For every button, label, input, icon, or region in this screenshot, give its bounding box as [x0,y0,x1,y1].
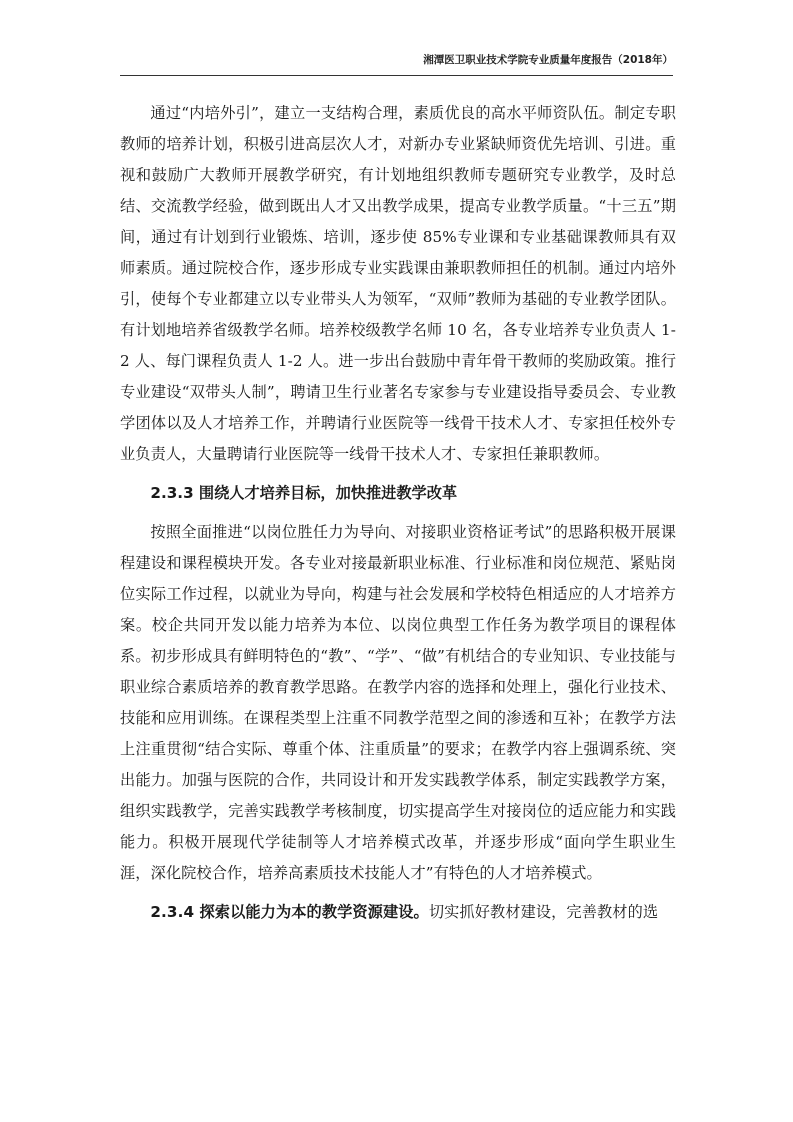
section-lead-2-3-4: 2.3.4 探索以能力为本的教学资源建设。 [150,903,429,921]
paragraph-teaching-reform: 按照全面推进“以岗位胜任力为导向、对接职业资格证考试”的思路积极开展课程建设和课程模块开发。各专业对接最新职业标准、行业标准和岗位规范、紧贴岗位实际工作过程，以就业为导向，构建与社会发展和学校特色相适应的人才培养方案。校企共同开发以能力培养为本位、以岗位典型工作任务为教学项目的课程体系。初步形成具有鲜明特色的“教”、“学”、“做”有机结合的专业知识、专业技能与职业综合素质培养的教育教学思路。在教学内容的选择和处理上，强化行业技术、技能和应用训练。在课程类型上注重不同教学范型之间的渗透和互补；在教学方法上注重贯彻“结合实际、尊重个体、注重质量”的要求；在教学内容上强调系统、突出能力。加强与医院的合作，共同设计和开发实践教学体系，制定实践教学方案，组织实践教学，完善实践教学考核制度，切实提高学生对接岗位的适应能力和实践能力。积极开展现代学徒制等人才培养模式改革，并逐步形成“面向学生职业生涯，深化院校合作，培养高素质技术技能人才”有特色的人才培养模式。 [120,523,676,882]
paragraph-faculty-development: 通过“内培外引”，建立一支结构合理，素质优良的高水平师资队伍。制定专职教师的培养计划，积极引进高层次人才，对新办专业紧缺师资优先培训、引进。重视和鼓励广大教师开展教学研究，有计划地组织教师专题研究专业教学，及时总结、交流教学经验，做到既出人才又出教学成果，提高专业教学质量。“十三五”期间，通过有计划到行业锻炼、培训，逐步使 85%专业课和专业基础课教师具有双师素质。通过院校合作，逐步形成专业实践课由兼职教师担任的机制。通过内培外引，使每个专业都建立以专业带头人为领军，“双师”教师为基础的专业教学团队。有计划地培养省级教学名师。培养校级教学名师 10 名，各专业培养专业负责人 1-2 人、每门课程负责人 1-2 人。进一步出台鼓励中青年骨干教师的奖励政策。推行专业建设“双带头人制”，聘请卫生行业著名专家参与专业建设指导委员会、专业教学团体以及人才培养工作，并聘请行业医院等一线骨干技术人才、专家担任校外专业负责人，大量聘请行业医院等一线骨干技术人才、专家担任兼职教师。 [120,104,676,463]
paragraph-teaching-resources [120,897,676,928]
document-body [120,98,676,928]
section-text-2-3-4: 切实抓好教材建设，完善教材的选 [428,903,659,921]
section-heading-2-3-3: 2.3.3 围绕人才培养目标，加快推进教学改革 [150,484,458,502]
running-header: 湘潭医卫职业技术学院专业质量年度报告（2018年） [120,52,673,76]
